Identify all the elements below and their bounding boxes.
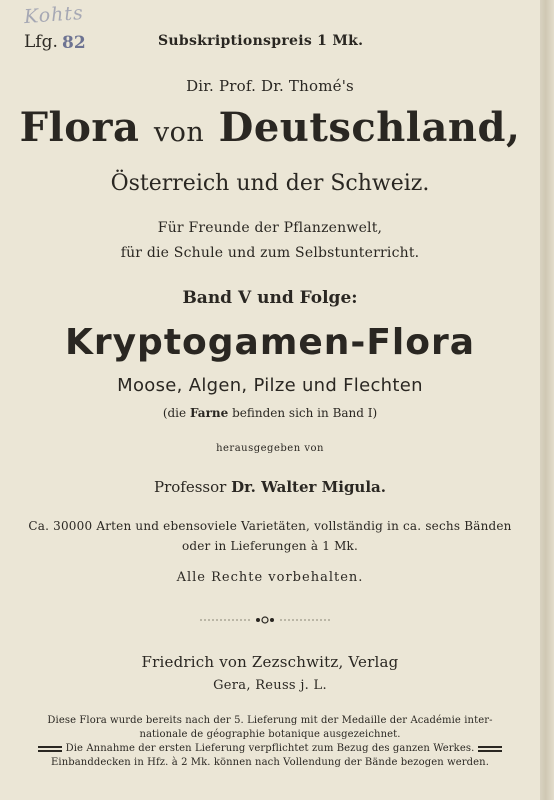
contents-line: Moose, Algen, Pilze und Flechten (117, 375, 423, 396)
note-line-3-text: Die Annahme der ersten Lieferung verpflichtet zum Bezug des ganzen Werkes. (65, 743, 475, 754)
subscription-price: Subskriptionspreis 1 Mk. (158, 33, 364, 49)
double-rule-left-icon (38, 746, 62, 752)
rights-notice: Alle Rechte vorbehalten. (176, 570, 364, 585)
edited-by: herausgegeben von (216, 443, 324, 454)
title-part-2: Deutschland, (204, 104, 521, 151)
farne-post: befinden sich in Band I) (228, 406, 378, 420)
subtitle: Österreich und der Schweiz. (110, 171, 430, 196)
title-part-1: Flora (19, 104, 154, 151)
note-line-4: Einbanddecken in Hfz. à 2 Mk. können nach Vollendung der Bände bezogen werden. (51, 757, 489, 768)
note-line-2: nationale de géographie botanique ausgezeichnet. (139, 729, 401, 740)
publisher-place: Gera, Reuss j. L. (213, 678, 327, 693)
editor-line (0, 478, 540, 496)
farne-note (0, 406, 540, 420)
header-line (24, 32, 524, 54)
note-line-3 (0, 743, 540, 754)
farne-pre: (die (162, 406, 190, 420)
band-line: Band V und Folge: (182, 288, 358, 308)
main-title (0, 104, 540, 151)
double-rule-right-icon (478, 746, 502, 752)
handwritten-note: Kohts (23, 1, 85, 29)
species-line-2: oder in Lieferungen à 1 Mk. (181, 539, 359, 553)
species-line-1: Ca. 30000 Arten und ebensoviele Varietäten, vollständig in ca. sechs Bänden (28, 519, 512, 533)
editor-name: Dr. Walter Migula. (231, 478, 386, 496)
delivery-number: 82 (62, 33, 86, 53)
audience-line-2: für die Schule und zum Selbstunterricht. (120, 245, 420, 261)
audience-line-1: Für Freunde der Pflanzenwelt, (157, 220, 383, 236)
delivery-label: Lfg. (24, 32, 58, 52)
kryptogamen-title: Kryptogamen-Flora (64, 322, 476, 363)
ornament-divider-icon (200, 614, 330, 626)
farne-bold: Farne (189, 406, 229, 420)
page-edge (540, 0, 554, 800)
author-line: Dir. Prof. Dr. Thomé's (186, 77, 354, 95)
note-line-1: Diese Flora wurde bereits nach der 5. Lieferung mit der Medaille der Académie inter- (47, 715, 493, 726)
editor-title: Professor (154, 478, 232, 496)
publisher: Friedrich von Zezschwitz, Verlag (141, 653, 399, 671)
title-von: von (153, 117, 205, 148)
